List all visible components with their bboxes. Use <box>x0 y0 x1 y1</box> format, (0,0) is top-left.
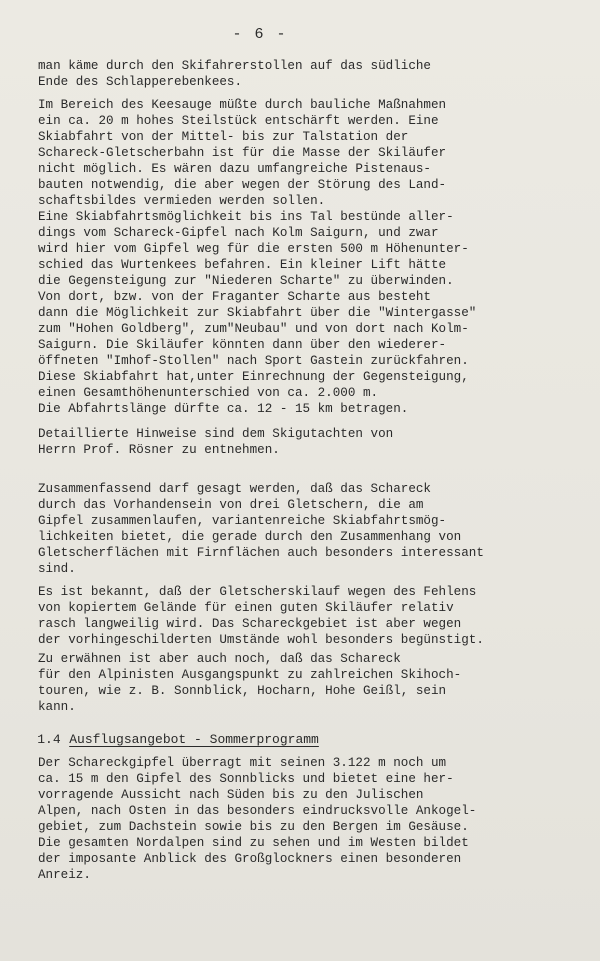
paragraph-4: Zusammenfassend darf gesagt werden, daß das Schareck durch das Vorhandensein von drei Gletschern, die am Gipfel zusammenlaufen, variantenreiche Skiabfahrtsmög- lichkeiten bietet, die gerade durch den Zusammenhang von Gletscherflächen mit Firnflächen auch besonders interessant sind. <box>38 482 484 576</box>
paragraph-3: Detaillierte Hinweise sind dem Skigutachten von Herrn Prof. Rösner zu entnehmen. <box>38 427 394 457</box>
paragraph-6: Zu erwähnen ist aber auch noch, daß das Schareck für den Alpinisten Ausgangspunkt zu zahlreichen Skihoch- touren, wie z. B. Sonnblick, Hocharn, Hohe Geißl, sein kann. <box>38 652 462 714</box>
paragraph-5: Es ist bekannt, daß der Gletscherskilauf wegen des Fehlens von kopiertem Gelände für einen guten Skiläufer relativ rasch langweilig wird. Das Schareckgebiet ist aber wegen der vorhingeschilderten Umstände wohl besonders begünstigt. <box>38 585 484 647</box>
paragraph-7: Der Schareckgipfel überragt mit seinen 3.122 m noch um ca. 15 m den Gipfel des Sonnblicks und bietet eine her- vorragende Aussicht nach Süden bis zu den Julischen Alpen, nach Osten in das besonders eindrucksvolle Ankogel- gebiet, zum Dachstein sowie bis zu den Bergen im Gesäuse. Die gesamten Nordalpen sind zu sehen und im Westen bildet der imposante Anblick des Großglockners einen besonderen Anreiz. <box>38 756 477 882</box>
paragraph-2: Im Bereich des Keesauge müßte durch bauliche Maßnahmen ein ca. 20 m hohes Steilstück entschärft werden. Eine Skiabfahrt von der Mittel- bis zur Talstation der Schareck-Gletscherbahn ist für die Masse der Skiläufer nicht möglich. Es wären dazu umfangreiche Pistenaus- bauten notwendig, die aber wegen der Störung des Land- schaftsbildes vermieden werden sollen. Eine Skiabfahrtsmöglichkeit bis ins Tal bestünde aller- dings vom Schareck-Gipfel nach Kolm Saigurn, und zwar wird hier vom Gipfel weg für die ersten 500 m Höhenunter- schied das Wurtenkees befahren. Ein kleiner Lift hätte die Gegensteigung zur "Niederen Scharte" zu überwinden. Von dort, bzw. von der Fraganter Scharte aus besteht dann die Möglichkeit zur Skiabfahrt über die "Wintergasse" zum "Hohen Goldberg", zum"Neubau" und von dort nach Kolm- Saigurn. Die Skiläufer könnten dann über den wiederer- öffneten "Imhof-Stollen" nach Sport Gastein zurückfahren. Diese Skiabfahrt hat,unter Einrechnung der Gegensteigung, einen Gesamthöhenunterschied von ca. 2.000 m. Die Abfahrtslänge dürfte ca. 12 - 15 km betragen. <box>38 98 477 416</box>
section-number: 1.4 <box>37 732 61 747</box>
section-title: Ausflugsangebot - Sommerprogramm <box>69 732 319 747</box>
paragraph-1: man käme durch den Skifahrerstollen auf das südliche Ende des Schlapperebenkees. <box>38 59 431 89</box>
page-number: - 6 - <box>232 26 288 43</box>
